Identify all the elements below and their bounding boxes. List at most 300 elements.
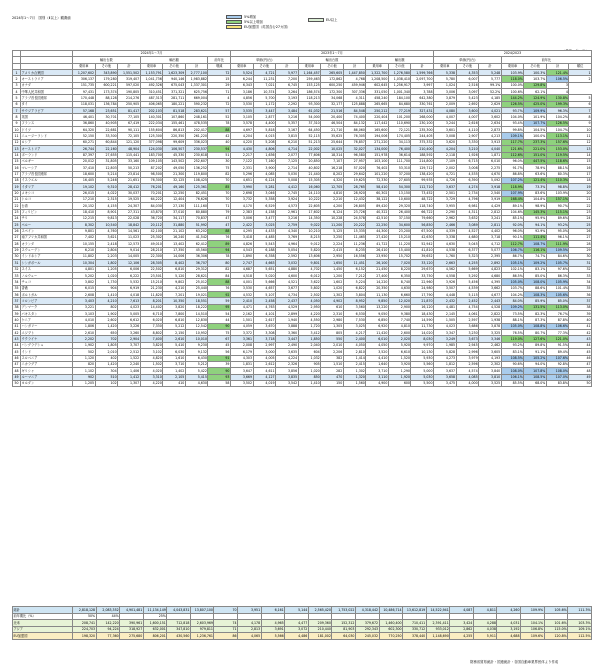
value-cell: 155,461	[163, 120, 186, 126]
value-cell: 6,010	[479, 158, 502, 164]
value-cell: 4,200	[321, 203, 344, 209]
value-cell: 2,458	[253, 298, 276, 304]
value-cell: 11,220	[388, 241, 411, 247]
value-cell: 9,014	[118, 247, 141, 253]
value-cell: 99.8%	[501, 127, 524, 133]
value-cell: 6,124	[253, 177, 276, 183]
period-header: 2024/2023	[434, 51, 592, 57]
rank-cell: 35	[14, 286, 19, 291]
value-cell: 102.1%	[501, 266, 524, 272]
legend-label: EU加盟国（英国含む27カ国）	[244, 24, 291, 29]
value-cell: 2,877	[253, 114, 276, 120]
value-cell: 5,920	[388, 342, 411, 348]
value-cell: 2,118	[434, 152, 457, 158]
value-cell: 3,878	[479, 323, 502, 329]
totals-cell: 81,903	[332, 626, 356, 633]
value-cell: 4,528	[479, 304, 502, 310]
value-cell: 230,618	[185, 152, 208, 158]
value-cell: 4,574	[456, 368, 479, 374]
totals-cell	[167, 613, 191, 620]
value-cell: 642,380	[411, 95, 434, 101]
value-cell: 5,296	[230, 171, 253, 177]
totals-container	[12, 606, 592, 640]
value-cell: 109.2%	[501, 304, 524, 310]
value-cell: 6,350	[388, 273, 411, 279]
value-cell: 109.5%	[546, 247, 569, 253]
value-cell: 172,862	[321, 76, 344, 82]
value-cell: 94.0%	[524, 361, 547, 367]
value-cell: 5,500	[411, 380, 434, 386]
value-cell: 940,146	[163, 76, 186, 82]
value-cell: 2,961	[276, 209, 299, 215]
value-cell: 58	[208, 380, 231, 386]
value-cell: 7,200	[276, 76, 299, 82]
totals-cell	[497, 613, 521, 620]
value-cell: 60,271	[73, 139, 96, 145]
value-cell: 66,722	[411, 209, 434, 215]
value-cell: 118.0%	[501, 76, 524, 82]
value-cell: 2,224	[321, 241, 344, 247]
value-cell: 3,622	[298, 279, 321, 285]
totals-cell: 70	[214, 607, 238, 614]
value-cell: 91.7%	[501, 165, 524, 171]
country-cell: 南アフリカ共和国	[21, 234, 73, 240]
value-cell: 1,450	[321, 266, 344, 272]
value-cell: 64,450	[298, 127, 321, 133]
value-cell: 235,300	[411, 127, 434, 133]
value-cell: 4,754	[456, 304, 479, 310]
value-cell: 3,475	[434, 380, 457, 386]
value-cell: 2,634	[479, 120, 502, 126]
value-cell: 4,702	[298, 266, 321, 272]
value-cell: 2,331	[230, 165, 253, 171]
totals-cell: 4,901,481	[120, 607, 144, 614]
value-cell: 1,020	[321, 285, 344, 291]
value-cell: 16,556	[343, 254, 366, 260]
value-cell: 4,518	[230, 273, 253, 279]
value-cell: 3,186	[230, 89, 253, 95]
value-cell: 29,670	[411, 266, 434, 272]
value-cell: 39	[569, 311, 592, 317]
value-cell: 5,030	[276, 171, 299, 177]
value-cell: 83.1%	[501, 349, 524, 355]
value-cell: 92.9%	[524, 228, 547, 234]
value-cell: 44,300	[366, 228, 389, 234]
value-cell: 54	[208, 311, 231, 317]
value-cell: 27,655	[95, 152, 118, 158]
value-cell: 108.0%	[501, 368, 524, 374]
value-cell: 9,132	[185, 349, 208, 355]
value-cell: 502	[73, 349, 96, 355]
rank-cell: 29	[14, 248, 19, 253]
value-cell: 15	[569, 158, 592, 164]
value-cell: 6,660	[388, 292, 411, 298]
value-cell: 1,256,917	[388, 82, 411, 88]
value-cell: 5,248	[479, 70, 502, 76]
value-cell: 1,276,580	[388, 70, 411, 76]
rank-cell: 32	[14, 267, 19, 272]
rank-cell: 16	[14, 165, 19, 170]
totals-cell	[426, 613, 450, 620]
value-cell: 9,050	[366, 311, 389, 317]
value-cell: 4,539	[456, 285, 479, 291]
value-cell: 3,221	[73, 304, 96, 310]
value-cell: 108.3%	[524, 292, 547, 298]
country-cell: オーストリア	[21, 146, 73, 152]
value-cell: 5,202	[73, 273, 96, 279]
value-cell: 6,010	[366, 336, 389, 342]
value-cell: 107.8%	[524, 368, 547, 374]
value-cell: 109,105	[140, 158, 163, 164]
totals-cell: 13,612,819	[403, 607, 427, 614]
value-cell: 3,230	[456, 330, 479, 336]
value-cell: 4,856	[230, 95, 253, 101]
value-cell: 244,405	[411, 133, 434, 139]
totals-cell	[520, 613, 544, 620]
value-cell: 121.6%	[501, 146, 524, 152]
value-cell: 85.5%	[501, 380, 524, 386]
value-cell: 4,677	[479, 292, 502, 298]
table-body	[13, 70, 592, 387]
totals-cell	[285, 613, 309, 620]
value-cell: 30,037	[118, 190, 141, 196]
value-cell: 112.6%	[501, 152, 524, 158]
value-cell: 52,115	[298, 133, 321, 139]
value-cell: 17,602	[298, 209, 321, 215]
value-cell: 106,507	[163, 146, 186, 152]
value-cell: 4,880	[276, 266, 299, 272]
value-cell: 45	[569, 349, 592, 355]
value-cell: 40,905	[95, 120, 118, 126]
value-cell: 5,000	[411, 368, 434, 374]
country-cell: 中華人民共和国	[21, 89, 73, 95]
value-cell: 4,721	[434, 171, 457, 177]
value-cell: 6,210	[276, 139, 299, 145]
value-cell: 39	[208, 361, 231, 367]
value-cell: 183,700	[140, 152, 163, 158]
value-cell: 2,443	[479, 298, 502, 304]
value-cell: 5,802	[298, 285, 321, 291]
value-cell: 3,325	[479, 330, 502, 336]
value-cell: 9,813	[95, 215, 118, 221]
value-cell: 1,410	[95, 292, 118, 298]
value-cell: 5,020	[253, 273, 276, 279]
value-cell: 33,750	[411, 273, 434, 279]
value-cell: 3,264	[276, 89, 299, 95]
value-cell: 14,350	[298, 215, 321, 221]
totals-cell: 209,360	[308, 620, 332, 627]
totals-row	[13, 620, 592, 627]
value-cell: 343,890	[95, 70, 118, 76]
value-cell: 3,769	[276, 234, 299, 240]
value-cell: 4,000	[456, 380, 479, 386]
value-cell: 1,505	[434, 317, 457, 323]
value-cell: 1,805	[95, 342, 118, 348]
value-cell: 2,907	[456, 133, 479, 139]
value-cell: 25,012	[185, 279, 208, 285]
value-cell: 2,105	[163, 374, 186, 380]
value-cell: 3	[546, 82, 569, 88]
rank-cell: 15	[14, 159, 19, 164]
value-cell: 3,669	[230, 374, 253, 380]
value-cell: 11	[569, 133, 592, 139]
value-cell: 459,946	[343, 82, 366, 88]
value-cell: 8,402	[163, 260, 186, 266]
value-cell: 12,542	[185, 323, 208, 329]
value-cell: 6,981	[456, 203, 479, 209]
totals-cell: 120.8%	[544, 633, 568, 640]
value-cell: 2,616	[456, 120, 479, 126]
value-cell: 76	[208, 285, 231, 291]
value-cell: 2,422	[230, 222, 253, 228]
country-cell: メキシコ	[21, 190, 73, 196]
value-cell: 600	[388, 380, 411, 386]
value-cell: 3,802	[73, 279, 96, 285]
value-cell: 184,100	[388, 95, 411, 101]
value-cell: 2,950	[298, 304, 321, 310]
value-cell: 3,662	[479, 285, 502, 291]
value-cell: 7,107	[321, 158, 344, 164]
value-cell: 4,273	[434, 355, 457, 361]
value-cell: 89.8%	[524, 342, 547, 348]
value-cell: 22,681	[95, 127, 118, 133]
value-cell: 307,336	[343, 89, 366, 95]
country-cell: ペルー	[21, 222, 73, 228]
value-cell: 3,520	[366, 349, 389, 355]
value-cell: 1,205	[73, 380, 96, 386]
value-cell: 4,311	[343, 95, 366, 101]
totals-cell: 632,001	[143, 626, 167, 633]
value-cell: 155,604	[140, 127, 163, 133]
value-cell: 4,061	[456, 311, 479, 317]
value-cell: 33,160	[118, 158, 141, 164]
group-header: 輸出額	[366, 57, 434, 63]
value-cell: 4,023	[118, 304, 141, 310]
value-cell: 12,020	[388, 298, 411, 304]
value-cell: 77,105	[118, 114, 141, 120]
country-cell: ヨルダン	[21, 380, 73, 386]
value-cell: 76,300	[140, 177, 163, 183]
value-cell: 18,222	[185, 304, 208, 310]
value-cell: 3,502	[230, 380, 253, 386]
country-cell: ベルギー	[21, 158, 73, 164]
value-cell: 119.0%	[501, 336, 524, 342]
totals-cell: 106.8%	[520, 626, 544, 633]
value-cell: 10,952	[185, 330, 208, 336]
value-cell: 17,210	[73, 196, 96, 202]
totals-cell: 330,712	[403, 626, 427, 633]
value-cell: 29,642	[343, 171, 366, 177]
country-cell: バングラデシュ	[21, 342, 73, 348]
value-cell: 8,901	[95, 209, 118, 215]
value-cell: 487,313	[140, 95, 163, 101]
value-cell: 1,640	[366, 361, 389, 367]
value-cell: 19,102	[73, 184, 96, 190]
country-cell: ポーランド	[21, 152, 73, 158]
value-cell: 22,960	[411, 279, 434, 285]
value-cell: 4,127	[253, 374, 276, 380]
column-header: 順位	[569, 63, 592, 69]
value-cell: 60,302	[366, 190, 389, 196]
value-cell: 2,162	[230, 311, 253, 317]
value-cell: 304	[95, 368, 118, 374]
value-cell: 625,756	[185, 89, 208, 95]
value-cell: 27	[569, 234, 592, 240]
value-cell: 4,050	[343, 342, 366, 348]
value-cell: 50	[569, 380, 592, 386]
value-cell: 22,002	[298, 146, 321, 152]
value-cell: 4,630	[185, 380, 208, 386]
totals-cell: 2,818,128	[73, 607, 97, 614]
value-cell: 78.9%	[524, 165, 547, 171]
value-cell: 1,307	[118, 380, 141, 386]
value-cell: 1,610	[163, 355, 186, 361]
value-cell: 4,430	[230, 146, 253, 152]
value-cell: 4,433	[253, 228, 276, 234]
totals-cell: 710,411	[403, 620, 427, 627]
value-cell: 2,292	[276, 101, 299, 107]
value-cell: 202,103	[140, 108, 163, 114]
value-cell: 40	[208, 139, 231, 145]
value-cell: 2,097,700	[411, 76, 434, 82]
value-cell: 76.5%	[501, 330, 524, 336]
value-cell: 121.4%	[524, 177, 547, 183]
value-cell: 14,510	[185, 311, 208, 317]
value-cell: 41,542	[185, 234, 208, 240]
value-cell: 199.3%	[546, 101, 569, 107]
value-cell: 74,400	[343, 114, 366, 120]
value-cell: 151,978	[366, 152, 389, 158]
value-cell: 116.1%	[524, 247, 547, 253]
value-cell: 5,543	[253, 241, 276, 247]
value-cell: 3,707	[118, 342, 141, 348]
value-cell: 4,680	[456, 234, 479, 240]
value-cell: 2,009	[434, 101, 457, 107]
totals-cell: 25%	[143, 613, 167, 620]
value-cell: 4,101	[253, 311, 276, 317]
value-cell: 1,902	[73, 342, 96, 348]
value-cell: 214,800	[411, 158, 434, 164]
value-cell: 99,609	[163, 139, 186, 145]
value-cell: 458,240	[366, 95, 389, 101]
totals-cell: 275,680	[120, 633, 144, 640]
value-cell: 113.1%	[546, 133, 569, 139]
column-header: その他	[524, 63, 547, 69]
value-cell: 82	[208, 266, 231, 272]
value-cell: 4,680	[479, 273, 502, 279]
value-cell: 97.6%	[546, 266, 569, 272]
value-cell: 106.6%	[546, 323, 569, 329]
value-cell: 81,518	[163, 108, 186, 114]
value-cell: 283,621	[185, 108, 208, 114]
value-cell: 2,822	[479, 311, 502, 317]
value-cell: 1,302	[343, 368, 366, 374]
value-cell: 3,008	[456, 165, 479, 171]
group-header: 前年比	[501, 57, 591, 63]
value-cell: 4,021	[479, 108, 502, 114]
value-cell: 95.9%	[524, 215, 547, 221]
value-cell: 89,420	[366, 203, 389, 209]
value-cell: 27,420	[366, 234, 389, 240]
value-cell: 2,900	[388, 304, 411, 310]
value-cell: 168.4%	[501, 196, 524, 202]
value-cell: 88.1%	[501, 317, 524, 323]
value-cell: 4,022	[95, 190, 118, 196]
value-cell: 9,801	[73, 228, 96, 234]
value-cell: 4,110	[456, 127, 479, 133]
country-cell: イタリア	[21, 184, 73, 190]
totals-table	[12, 606, 592, 640]
value-cell: 89.4%	[546, 349, 569, 355]
value-cell: 46,504	[321, 120, 344, 126]
value-cell: 5,045	[456, 241, 479, 247]
value-cell: 20,152	[73, 203, 96, 209]
legend-swatch	[226, 15, 242, 19]
totals-cell: 347,810	[167, 626, 191, 633]
value-cell: 3,718	[253, 336, 276, 342]
value-cell: 1	[569, 70, 592, 76]
value-cell: 76,201	[140, 184, 163, 190]
value-cell: 3,997	[411, 82, 434, 88]
totals-cell: 224,703	[73, 626, 97, 633]
value-cell: 265,605	[321, 70, 344, 76]
value-cell: 23,726	[343, 209, 366, 215]
value-cell: 2,210	[321, 196, 344, 202]
value-cell: 850	[298, 374, 321, 380]
value-cell: 5,651	[253, 266, 276, 272]
value-cell: 1,447,850	[343, 70, 366, 76]
value-cell: 3,601	[434, 127, 457, 133]
value-cell: 22,502	[140, 266, 163, 272]
value-cell: 18,314	[321, 152, 344, 158]
value-cell: 20,112	[140, 222, 163, 228]
value-cell: 91	[208, 355, 231, 361]
value-cell: 1,001,340	[388, 89, 411, 95]
value-cell: 34,113	[388, 139, 411, 145]
value-cell: 2,596	[456, 361, 479, 367]
value-cell: 4,600	[276, 273, 299, 279]
value-cell: 32,177	[321, 101, 344, 107]
value-cell: 27,605	[388, 177, 411, 183]
legend-label: 5%以上増加	[244, 19, 263, 24]
country-cell: 台湾	[21, 203, 73, 209]
period-header: 2024年1〜7月	[73, 51, 231, 57]
rank-cell: 10	[14, 127, 19, 132]
value-cell: 98,500	[140, 171, 163, 177]
rank-cell: 5	[13, 95, 21, 101]
value-cell: 3,372	[230, 330, 253, 336]
value-cell: 1,102	[73, 368, 96, 374]
value-cell: 6,390	[456, 177, 479, 183]
value-cell: 2,415	[343, 361, 366, 367]
value-cell: 2,206	[321, 349, 344, 355]
value-cell: 76,857	[343, 139, 366, 145]
value-cell: 2,610	[73, 330, 96, 336]
value-cell: 32	[569, 266, 592, 272]
value-cell: 143,502	[163, 158, 186, 164]
value-cell: 4	[208, 95, 231, 101]
value-cell: 1,831	[230, 361, 253, 367]
rank-cell: 38	[14, 305, 19, 310]
value-cell: 190,805	[118, 89, 141, 95]
value-cell: 3,732	[230, 196, 253, 202]
value-cell: 24	[569, 215, 592, 221]
column-header: その他	[163, 63, 186, 69]
value-cell: 50,213	[118, 165, 141, 171]
value-cell: 3,856	[276, 368, 299, 374]
value-cell: 1,153,791	[140, 70, 163, 76]
country-cell: ギリシャ	[21, 368, 73, 374]
